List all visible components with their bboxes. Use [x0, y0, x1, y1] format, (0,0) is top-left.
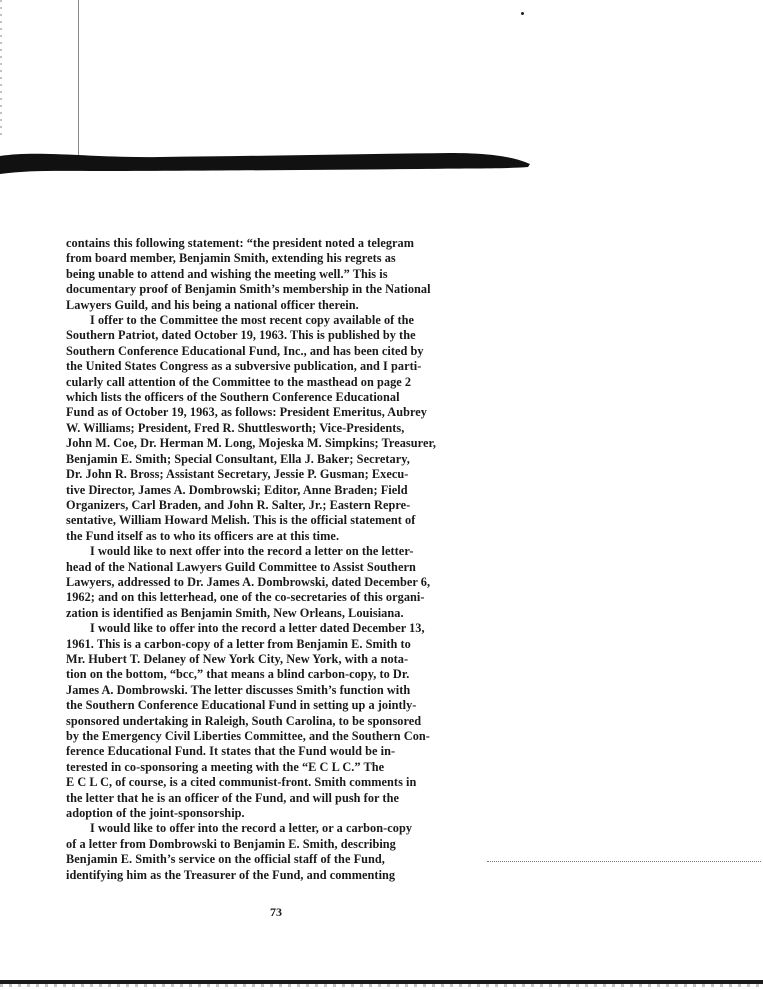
paragraph-2: I offer to the Committee the most recent copy available of the Southern Patriot, dated October 19, 1963. This is published by the Southern Conference Educational Fund, Inc., and has been cited by the United States Congress as a subversive publication, and I parti- cularly call attention of the Committee to the masthead on page 2 which lists the officers of the Southern Conference Educational Fund as of October 19, 1963, as follows: President Emeritus, Aubrey W. Williams; President, Fred R. Shuttlesworth; Vice-Presidents, John M. Coe, Dr. Herman M. Long, Mojeska M. Simpkins; Treasurer, Benjamin E. Smith; Special Consultant, Ella J. Baker; Secretary, Dr. John R. Bross; Assistant Secretary, Jessie P. Gusman; Execu- tive Director, James A. Dombrowski; Editor, Anne Braden; Field Organizers, Carl Braden, and John R. Salter, Jr.; Eastern Repre- sentative, William Howard Melish. This is the official statement of the Fund itself as to who its officers are at this time.: [66, 313, 436, 543]
scan-smear: [0, 148, 530, 178]
paragraph-5: I would like to offer into the record a letter, or a carbon-copy of a letter from Dombrowski to Benjamin E. Smith, describing Benjamin E. Smith’s service on the official staff of the Fund, identifying him as the Treasurer of the Fund, and commenting: [66, 821, 413, 882]
scan-dot: [521, 12, 524, 15]
document-body: [66, 236, 486, 883]
scan-dotted-line: [487, 861, 761, 863]
scan-vertical-line: [78, 0, 79, 165]
scan-left-edge: [0, 0, 2, 140]
paragraph-4: I would like to offer into the record a letter dated December 13, 1961. This is a carbon-copy of a letter from Benjamin E. Smith to Mr. Hubert T. Delaney of New York City, New York, with a nota- tion on the bottom, “bcc,” that means a blind carbon-copy, to Dr. James A. Dombrowski. The letter discusses Smith’s function with the Southern Conference Educational Fund in setting up a jointly- sponsored undertaking in Raleigh, South Carolina, to be sponsored by the Emergency Civil Liberties Committee, and the Southern Con- ference Educational Fund. It states that the Fund would be in- terested in co-sponsoring a meeting with the “E C L C.” The E C L C, of course, is a cited communist-front. Smith comments in the letter that he is an officer of the Fund, and will push for the adoption of the joint-sponsorship.: [66, 621, 430, 821]
page-number: 73: [270, 905, 282, 919]
paragraph-1: contains this following statement: “the president noted a telegram from board member, Benjamin Smith, extending his regrets as being unable to attend and wishing the meeting well.” This is documentary proof of Benjamin Smith’s membership in the National Lawyers Guild, and his being a national officer therein.: [66, 236, 431, 312]
paragraph-3: I would like to next offer into the record a letter on the letter- head of the National Lawyers Guild Committee to Assist Southern Lawyers, addressed to Dr. James A. Dombrowski, dated December 6, 1962; and on this letterhead, one of the co-secretaries of this organi- zation is identified as Benjamin Smith, New Orleans, Louisiana.: [66, 544, 431, 620]
scan-bottom-noise: [0, 984, 763, 987]
